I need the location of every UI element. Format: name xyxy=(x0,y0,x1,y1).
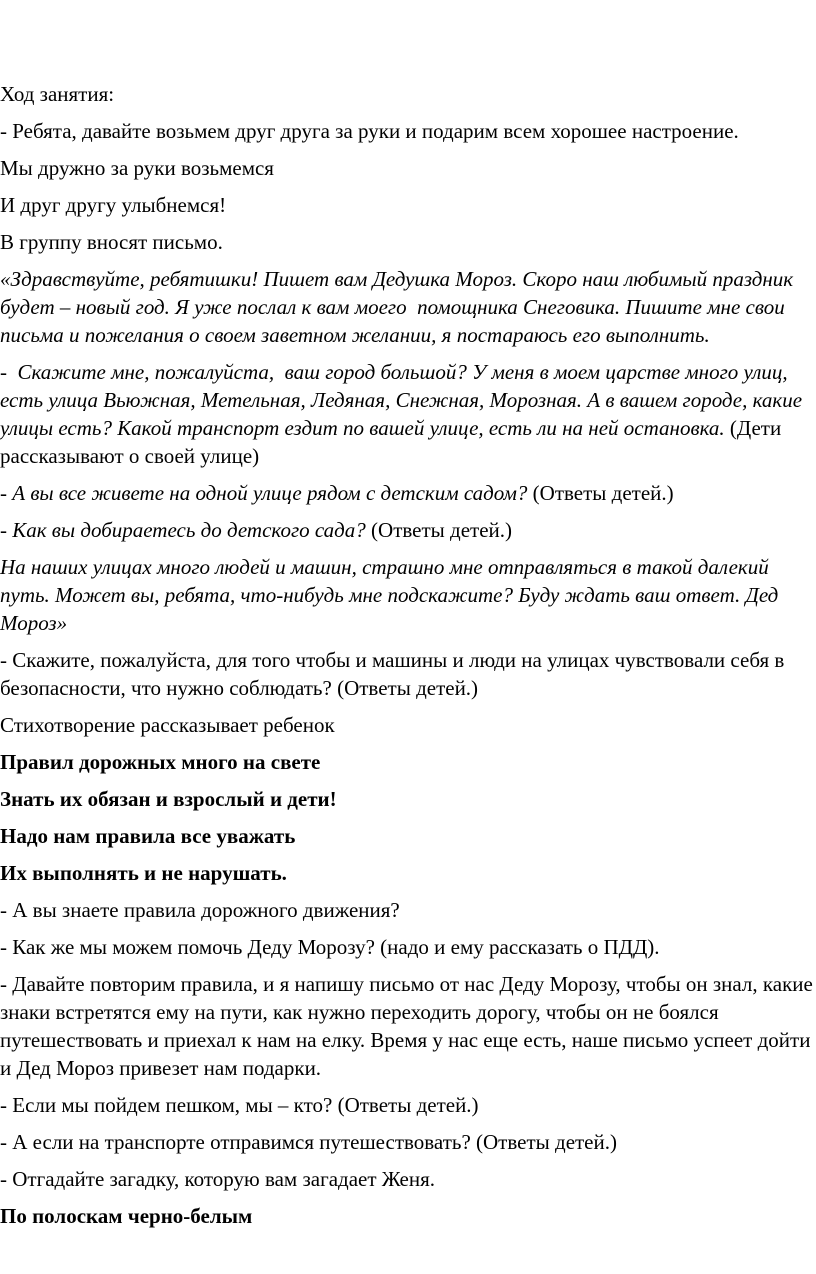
poem-line-1: Правил дорожных много на свете xyxy=(0,750,321,774)
letter-question-same-street: - А вы все живете на одной улице рядом с детским садом? xyxy=(0,481,528,505)
paragraph-repeat-rules: - Давайте повторим правила, и я напишу письмо от нас Деду Морозу, чтобы он знал, какие знаки встретятся ему на пути, как нужно переходить дорогу, чтобы он не боялся путешествовать и приехал к нам на елку. Время у нас еще есть, наше письмо успеет дойти и Дед Мороз привезет нам подарки. xyxy=(0,972,813,1080)
document-page xyxy=(0,80,816,1239)
poem-line-2: Знать их обязан и взрослый и дети! xyxy=(0,787,337,811)
letter-paragraph-1: «Здравствуйте, ребятишки! Пишет вам Дедушка Мороз. Скоро наш любимый праздник будет – новый год. Я уже послал к вам моего помощника Снеговика. Пишите мне свои письма и пожелания о своем заветном желании, я постараюсь его выполнить. xyxy=(0,267,799,347)
letter-paragraph-2 xyxy=(0,358,816,470)
paragraph-invitation: - Ребята, давайте возьмем друг друга за руки и подарим всем хорошее настроение. xyxy=(0,119,739,143)
letter-question-commute: - Как вы добираетесь до детского сада? xyxy=(0,518,366,542)
riddle-line-1: По полоскам черно-белым xyxy=(0,1204,253,1228)
verse-line-2: И друг другу улыбнемся! xyxy=(0,193,227,217)
poem-line-4: Их выполнять и не нарушать. xyxy=(0,861,287,885)
letter-paragraph-4 xyxy=(0,516,816,544)
letter-note-same-street: (Ответы детей.) xyxy=(527,481,674,505)
paragraph-riddle-intro: - Отгадайте загадку, которую вам загадает Женя. xyxy=(0,1167,435,1191)
paragraph-rules-question: - А вы знаете правила дорожного движения? xyxy=(0,898,400,922)
paragraph-safety-question: - Скажите, пожалуйста, для того чтобы и машины и люди на улицах чувствовали себя в безопасности, что нужно соблюдать? (Ответы детей.) xyxy=(0,648,785,700)
paragraph-transport-question: - А если на транспорте отправимся путешествовать? (Ответы детей.) xyxy=(0,1130,617,1154)
section-heading: Ход занятия: xyxy=(0,82,115,106)
paragraph-help-question: - Как же мы можем помочь Деду Морозу? (надо и ему рассказать о ПДД). xyxy=(0,935,660,959)
letter-note-streets: (Дети рассказывают о своей улице) xyxy=(0,416,782,468)
paragraph-letter-brought: В группу вносят письмо. xyxy=(0,230,223,254)
letter-question-streets: - Скажите мне, пожалуйста, ваш город большой? У меня в моем царстве много улиц, есть улица Вьюжная, Метельная, Ледяная, Снежная, Морозная. А в вашем городе, какие улицы есть? Какой транспорт ездит по вашей улице, есть ли на ней остановка. xyxy=(0,360,808,440)
poem-line-3: Надо нам правила все уважать xyxy=(0,824,296,848)
paragraph-poem-intro: Стихотворение рассказывает ребенок xyxy=(0,713,335,737)
verse-line-1: Мы дружно за руки возьмемся xyxy=(0,156,274,180)
letter-paragraph-5: На наших улицах много людей и машин, страшно мне отправляться в такой далекий путь. Может вы, ребята, что-нибудь мне подскажите? Буду ждать ваш ответ. Дед Мороз» xyxy=(0,555,779,635)
paragraph-walk-question: - Если мы пойдем пешком, мы – кто? (Ответы детей.) xyxy=(0,1093,479,1117)
letter-note-commute: (Ответы детей.) xyxy=(365,518,513,542)
letter-paragraph-3 xyxy=(0,479,816,507)
